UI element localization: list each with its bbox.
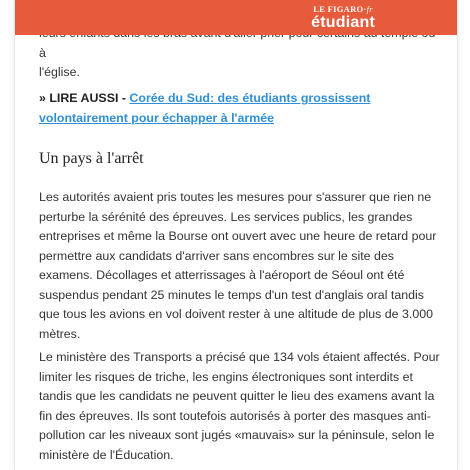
logo-top-text: LE FIGARO·fr [313, 4, 373, 14]
read-also-prefix: » LIRE AUSSI - [39, 91, 130, 105]
previous-paragraph-line-1: à [39, 45, 46, 60]
previous-paragraph-line-2: l'église. [39, 65, 80, 79]
site-logo[interactable] [311, 4, 375, 31]
read-also-link[interactable]: Corée du Sud: des étudiants grossissent volontairement pour échapper à l'armée [39, 91, 371, 125]
read-also-block [39, 88, 443, 128]
logo-main-text: étudiant [311, 14, 375, 31]
site-header [15, 0, 457, 35]
paragraph-1: Les autorités avaient pris toutes les mesures pour s'assurer que rien ne perturbe la sérénité des épreuves. Les services publics, les grandes entreprises et même la Bourse ont ouvert avec une heure de retard pour permettre aux candidats d'arriver sans encombres sur le site des examens. Décollages et atterrissages à l'aéroport de Séoul ont été suspendus pendant 25 minutes le temps d'un test d'anglais oral tandis que tous les avions en vol doivent rester à une altitude de plus de 3.000 mètres. [39, 190, 437, 341]
section-heading: Un pays à l'arrêt [39, 150, 144, 167]
paragraph-2: Le ministère des Transports a précisé que 134 vols étaient affectés. Pour limiter les risques de triche, les engins électroniques sont interdits et tandis que les candidats ne peuvent quitter le lieu des examens avant la fin des épreuves. Ils sont toutefois autorisés à porter des masques anti-pollution car les niveaux sont jugés «mauvais» sur la péninsule, selon le ministère de l'Éducation. [39, 350, 440, 462]
page-frame [14, 0, 458, 470]
